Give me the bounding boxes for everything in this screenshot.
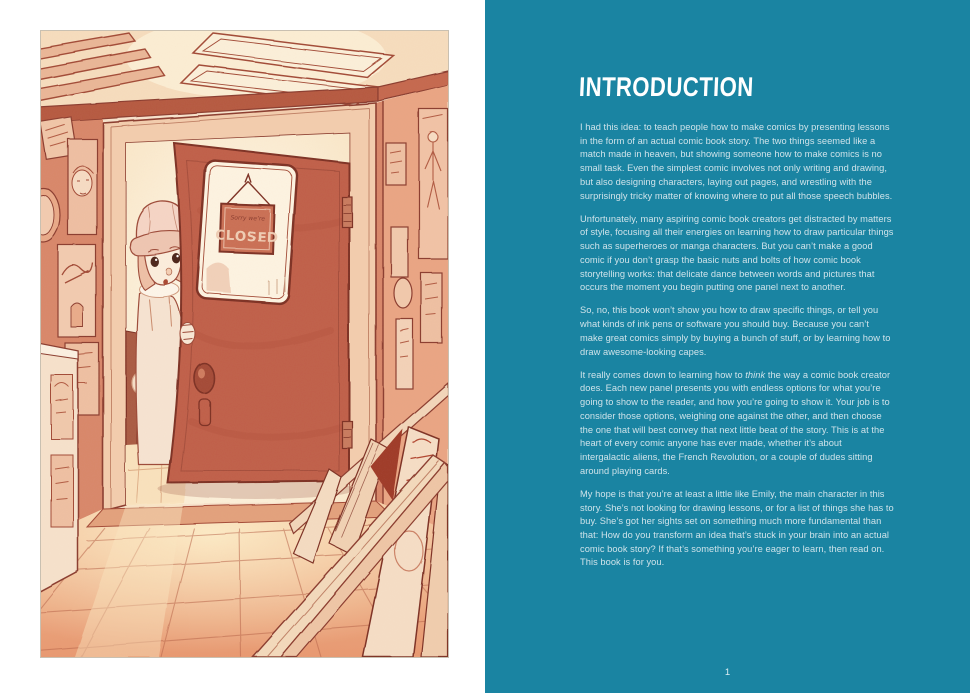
intro-paragraph-2: Unfortunately, many aspiring comic book creators get distracted by matters of style, focusing all their energies on learning how to draw particular things such as superheroes or manga characters. But you can’t make a good comic if you don’t grasp the basic nuts and bolts of how comic book storytelling works: that delicate dance between words and pictures that occurs the moment you begin putting one panel next to another. xyxy=(580,213,894,293)
right-page xyxy=(485,0,970,693)
paragraph-4-text: It really comes down to learning how to xyxy=(580,369,746,380)
intro-text-column xyxy=(580,121,894,580)
intro-paragraph-4 xyxy=(580,369,894,479)
page-number: 1 xyxy=(724,667,731,678)
paper-grain xyxy=(41,31,448,657)
page-title: INTRODUCTION xyxy=(578,72,755,102)
intro-paragraph-1: I had this idea: to teach people how to make comics by presenting lessons in the form of an actual comic book story. The two things seemed like a match made in heaven, but showing someone how to make comics is no small task. Even the simplest comic involves not only writing and drawing, but also designing characters, laying out pages, and wrestling with the surprisingly tricky matter of knowing where to put all those speech bubbles. xyxy=(580,122,893,201)
illustration-frame xyxy=(40,30,449,658)
intro-paragraph-3: So, no, this book won’t show you how to draw specific things, or tell you what kinds of ink pens or software you should buy. Because you can’t make great comics simply by buying a bunch of stuff, or by learning how to draw awesome-looking capes. xyxy=(580,305,891,357)
paragraph-4-text-continued: the way a comic book creator does. Each new panel presents you with endless options for what you’re going to show to the reader, and how you’re going to show it. Your job is to consider those options, weighing one against the other, and then choose the one that will best convey that next little beat of the story. This is at the heart of every comic anyone has ever made, whether it’s about intergalactic aliens, the French Revolution, or a couple of dudes sitting around playing cards. xyxy=(580,369,891,476)
comic-shop-illustration xyxy=(41,31,448,657)
intro-paragraph-5: My hope is that you’re at least a little like Emily, the main character in this story. She’s not looking for drawing lessons, or for a list of things she has to buy. She’s got her sights set on something much more fundamental than that: How do you transform an idea that’s stuck in your brain into an actual comic book story? If that’s something you’re eager to learn, then read on. This book is for you. xyxy=(580,488,894,568)
paragraph-4-italic-word: think xyxy=(745,369,766,380)
